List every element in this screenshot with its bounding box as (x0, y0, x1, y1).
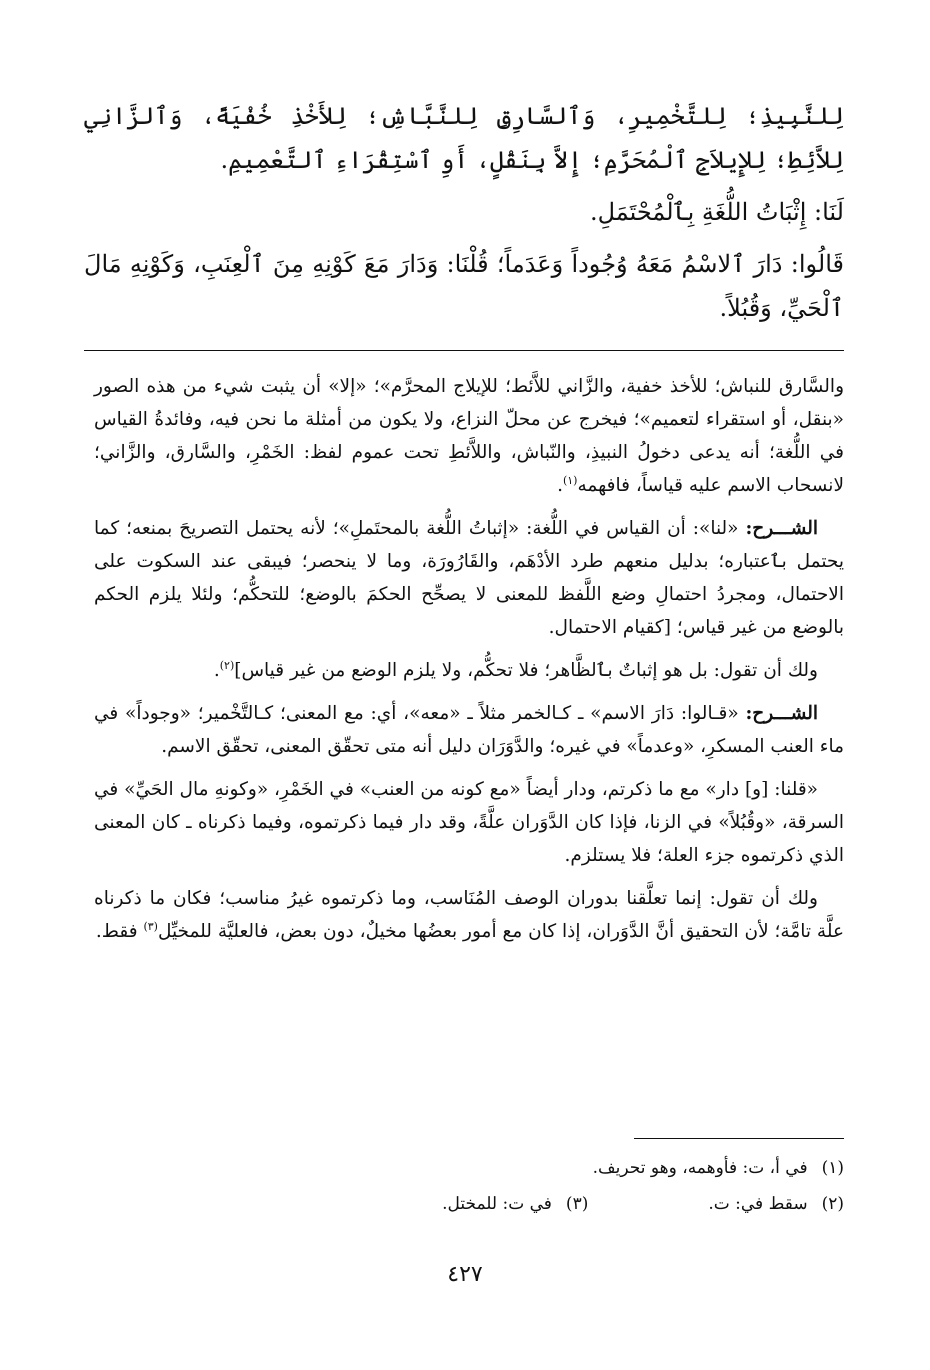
commentary-paragraph-2 (94, 512, 844, 644)
footnote-ref-2: (٢) (219, 658, 235, 672)
footnotes (94, 1150, 844, 1222)
sharh-label: الشـــرح: (745, 518, 818, 539)
footnote-number: (٣) (565, 1194, 589, 1214)
commentary-paragraph-2-text: «لنا»: أن القياس في اللُّغة: «إثباتُ اللُّغة بالمحتَملِ»؛ لأنه يحتمل التصريحَ بمنعه؛ كما يحتمل بٱعتباره؛ بدليل منعهم طرد الأدْهَم، والقَارُورَة، وما لا ينحصر؛ فيبقى عند السكوت على الاحتمال، ومجردُ احتمالِ وضع اللَّفظ للمعنى لا يصحِّح الحكمَ بالوضع؛ للتحكُّم؛ ولئلا يلزم الحكم بالوضع من غير قياس؛ [كقيام الاحتمال. (94, 518, 844, 638)
footnote-3 (442, 1186, 588, 1222)
footnote-text: في أ، ت: فأوهمه، وهو تحريف. (592, 1158, 808, 1178)
main-text-paragraph-2: لَنَا: إِثْبَاتُ اللُّغَةِ بِٱلْمُحْتَمَلِ. (589, 198, 844, 226)
commentary-paragraph-3-text: ولك أن تقول: بل هو إثباتٌ بٱلظَّاهر؛ فلا تحكُّم، ولا يلزم الوضع من غير قياس] (234, 660, 818, 681)
commentary-paragraph-3-end: . (213, 660, 220, 681)
separator-rule (84, 350, 844, 351)
commentary-paragraph-3 (94, 654, 844, 687)
sharh-label: الشـــرح: (745, 703, 818, 724)
page-number: ٤٢٧ (447, 1262, 483, 1287)
footnote-2 (708, 1186, 844, 1222)
footnote-ref-1: (١) (562, 473, 578, 487)
main-text-paragraph-1: لِلنَّبِيذِ؛ لِلتَّخْمِيرِ، وَٱلسَّارِقِ لِلنَّبَّاشِ؛ لِلأَخْذِ خُفْيَةً، وَٱلزَّانِي لِلاَّئِطِ؛ لِلإِيلاَجِ ٱلْمُحَرَّمِ؛ إِلاَّ بِنَقْلٍ، أَوِ ٱسْتِقْرَاءِ ٱلتَّعْمِيمِ. (84, 102, 844, 174)
commentary-paragraph-6-end: فقط. (95, 921, 144, 942)
footnote-ref-3: (٣) (143, 919, 158, 933)
commentary-paragraph-4-text: «قـالوا: دَارَ الاسم» ـ كـالخمر مثلاً ـ «معه»، أي: مع المعنى؛ كـالتَّخْمير؛ «وجوداً» في ماء العنب المسكرِ، «وعدماً» في غيره؛ والدَّوَرَان دليل أنه متى تحقّق المعنى، تحقّق الاسم. (94, 703, 844, 757)
footnote-number: (٢) (821, 1194, 844, 1214)
footnote-row-1 (94, 1150, 844, 1186)
footnote-number: (١) (821, 1158, 844, 1178)
footnote-text: سقط في: ت. (708, 1194, 808, 1214)
commentary-paragraph-5: «قلنا: [و] دار» مع ما ذكرتم، ودار أيضاً «مع كونه من العنب» في الخَمْرِ، «وكونهِ مال الحَيِّ» في السرقة، «وقُبُلاً» في الزنا، فإذا كان الدَّوَران علَّةً، وقد دار فيما ذكرتموه، وفيما ذكرناه ـ كان المعنى الذي ذكرتموه جزء العلة؛ فلا يستلزم. (94, 779, 844, 866)
main-text (84, 94, 844, 338)
footnote-1 (593, 1150, 844, 1186)
commentary-paragraph-1-text: والسَّارق للنباش؛ للأخذ خفية، والزَّاني للاَّئط؛ للإيلاج المحرَّم»؛ «إلا» أن يثبت شيء من هذه الصور «بنقل، أو استقراء لتعميم»؛ فيخرج عن محلّ النزاع، ولا يكون من أمثلة ما نحن فيه، وفائدةُ القياس في اللُّغة؛ أنه يدعى دخولُ النبيذِ، والنّباش، واللاَّئطِ تحت عموم لفظ: الخَمْرِ، والسَّارق، والزَّاني؛ لانسحاب الاسم عليه قياساً، فافهمه (94, 376, 844, 496)
footnote-separator (634, 1138, 844, 1139)
footnote-text: في ت: للمختل. (442, 1194, 552, 1214)
commentary-text (94, 370, 844, 958)
main-text-paragraph-3: قَالُوا: دَارَ ٱلاسْمُ مَعَهُ وُجُوداً وَعَدَماً؛ قُلْنَا: وَدَارَ مَعَ كَوْنِهِ مِنَ ٱلْعِنَبِ، وَكَوْنِهِ مَالَ ٱلْحَيِّ، وَقُبُلاً. (84, 250, 844, 322)
commentary-paragraph-6-text: ولك أن تقول: إنما تعلَّقنا بدوران الوصف المُنَاسب، وما ذكرتموه غيرُ مناسب؛ فكان ما ذكرناه علَّة تامَّة؛ لأن التحقيق أنَّ الدَّوَران، إذا كان مع أمور بعضُها مخيلٌ، دون بعض، فالعليَّة للمخيِّل (94, 888, 844, 942)
commentary-paragraph-6 (94, 882, 844, 948)
footnote-spacer (588, 1186, 708, 1222)
commentary-paragraph-1: والسَّارق للنباش؛ للأخذ خفية، والزَّاني للاَّئط؛ للإيلاج المحرَّم»؛ «إلا» أن يثبت شيء من هذه الصور «بنقل، أو استقراء لتعميم»؛ فيخرج عن محلّ النزاع، ولا يكون من أمثلة ما نحن فيه، وفائدةُ القياس في اللُّغة؛ أنه يدعى دخولُ النبيذِ، والنّباش، واللاَّئطِ تحت عموم لفظ: الخَمْرِ، والسَّارق، والزَّاني؛ لانسحاب الاسم عليه قياساً، فافهمه$^{(١)}$. (94, 376, 844, 496)
footnote-row-2 (94, 1186, 844, 1222)
commentary-paragraph-4 (94, 697, 844, 763)
